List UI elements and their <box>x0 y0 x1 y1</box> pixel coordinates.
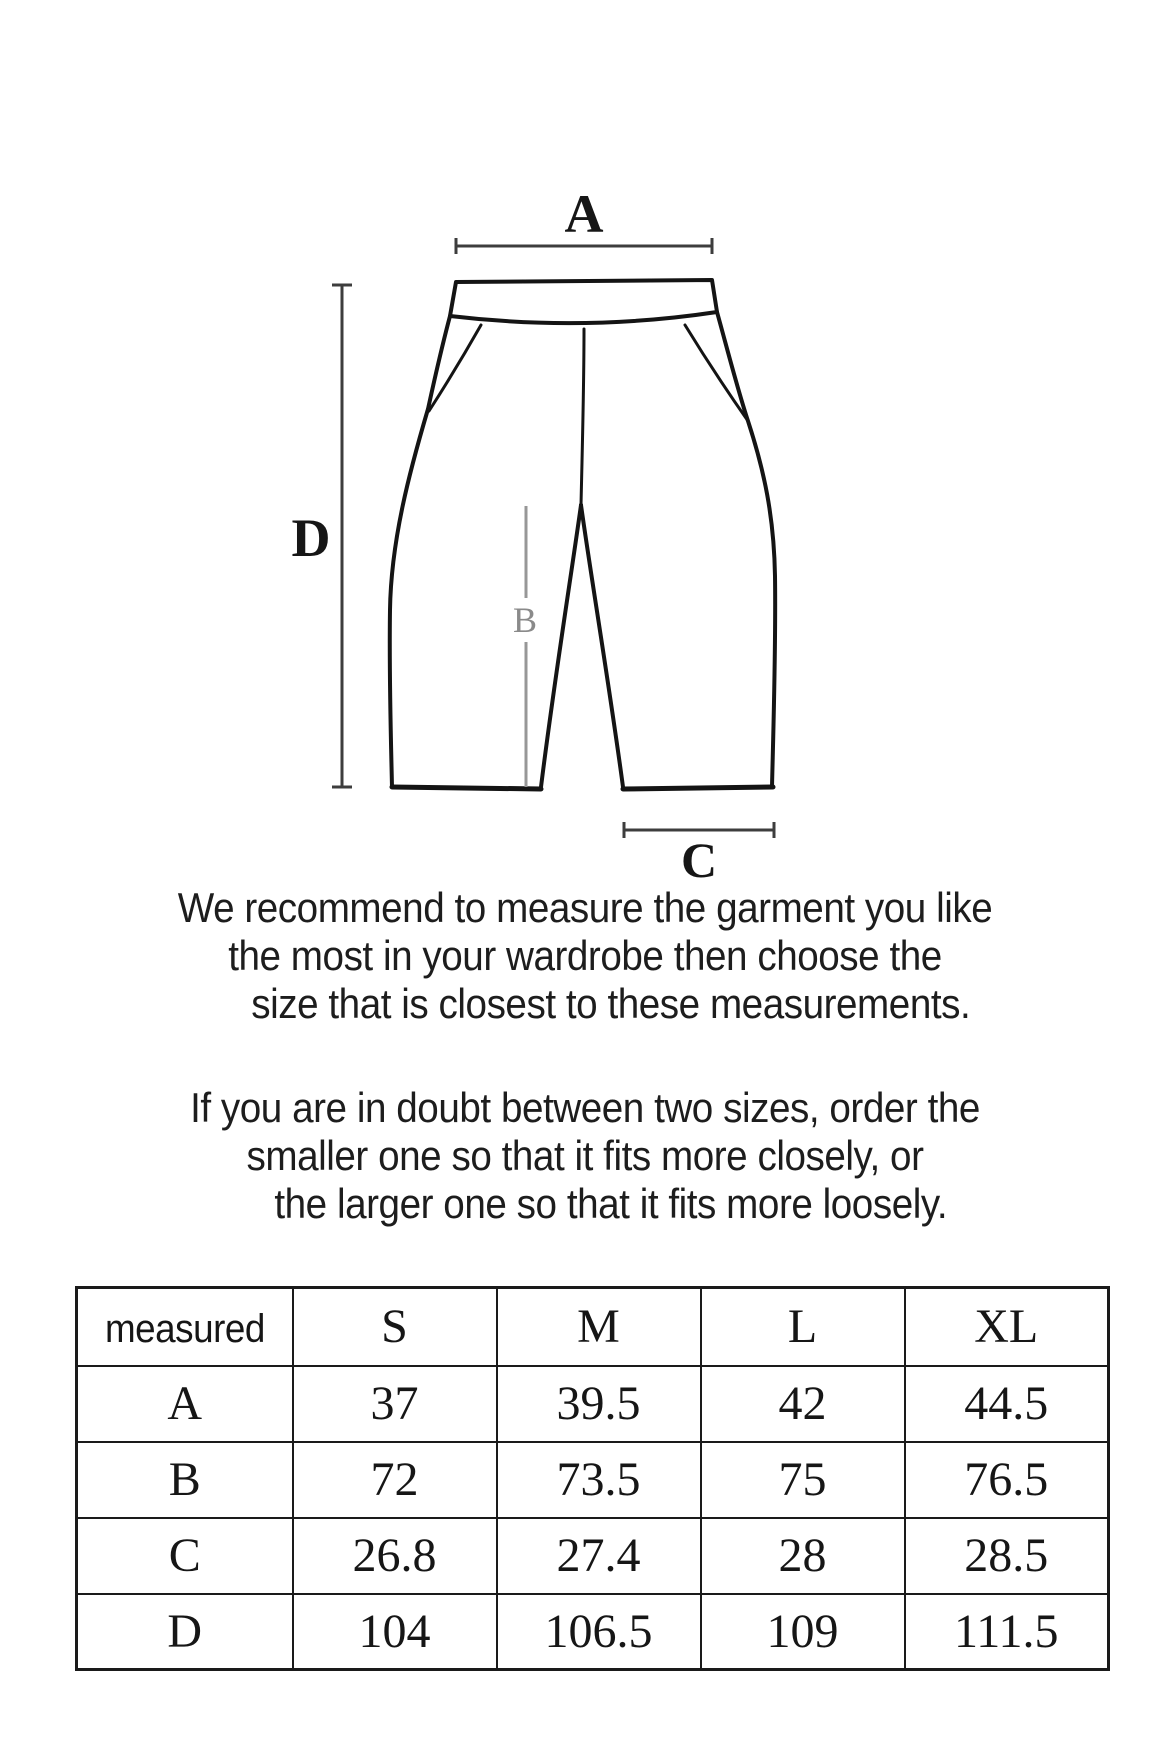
dimension-c-label: C <box>680 832 718 888</box>
left-leg-hem <box>392 787 541 789</box>
size-table <box>75 1286 1110 1671</box>
value-cell: 76.5 <box>905 1442 1109 1518</box>
left-inseam <box>541 505 581 787</box>
paragraph-line: size that is closest to these measurements. <box>251 980 971 1027</box>
right-inseam <box>581 505 623 787</box>
row-label: B <box>77 1442 293 1518</box>
value-cell: 37 <box>293 1366 497 1442</box>
dimension-a-label: A <box>564 184 604 244</box>
size-doubt-advice-paragraph <box>47 1084 1123 1228</box>
dimension-b-label: B <box>512 600 538 640</box>
waistband-outline <box>450 280 717 323</box>
dimension-d-line <box>332 285 352 787</box>
dimension-d-label: D <box>291 508 331 568</box>
row-label: A <box>77 1366 293 1442</box>
right-leg-hem <box>623 787 773 789</box>
center-front-seam <box>581 329 584 505</box>
paragraph-line: We recommend to measure the garment you like <box>177 884 993 931</box>
paragraph-line: If you are in doubt between two sizes, order the <box>190 1084 980 1131</box>
value-cell: 39.5 <box>497 1366 701 1442</box>
size-table-header-row <box>77 1288 1109 1366</box>
table-row-c <box>77 1518 1109 1594</box>
value-cell: 72 <box>293 1442 497 1518</box>
table-row-d <box>77 1594 1109 1670</box>
paragraph-line: the larger one so that it fits more loosely. <box>274 1180 948 1227</box>
header-cell-measured <box>77 1288 293 1366</box>
header-cell-size-xl: XL <box>905 1288 1109 1366</box>
right-pocket-line <box>685 325 748 421</box>
measure-recommendation-paragraph <box>47 884 1123 1028</box>
value-cell: 104 <box>293 1594 497 1670</box>
paragraph-line: smaller one so that it fits more closely, or <box>246 1132 924 1179</box>
left-outer-seam <box>390 316 450 787</box>
value-cell: 109 <box>701 1594 905 1670</box>
paragraph-line: the most in your wardrobe then choose the <box>228 932 942 979</box>
value-cell: 28.5 <box>905 1518 1109 1594</box>
header-cell-size-m: M <box>497 1288 701 1366</box>
row-label: D <box>77 1594 293 1670</box>
header-cell-size-l: L <box>701 1288 905 1366</box>
value-cell: 75 <box>701 1442 905 1518</box>
value-cell: 73.5 <box>497 1442 701 1518</box>
right-outer-seam <box>717 312 775 787</box>
pants-sketch <box>390 280 775 789</box>
value-cell: 111.5 <box>905 1594 1109 1670</box>
header-cell-size-s: S <box>293 1288 497 1366</box>
value-cell: 44.5 <box>905 1366 1109 1442</box>
row-label: C <box>77 1518 293 1594</box>
table-row-a <box>77 1366 1109 1442</box>
measured-label: measured <box>104 1307 265 1352</box>
value-cell: 27.4 <box>497 1518 701 1594</box>
value-cell: 28 <box>701 1518 905 1594</box>
value-cell: 42 <box>701 1366 905 1442</box>
table-row-b <box>77 1442 1109 1518</box>
value-cell: 106.5 <box>497 1594 701 1670</box>
value-cell: 26.8 <box>293 1518 497 1594</box>
